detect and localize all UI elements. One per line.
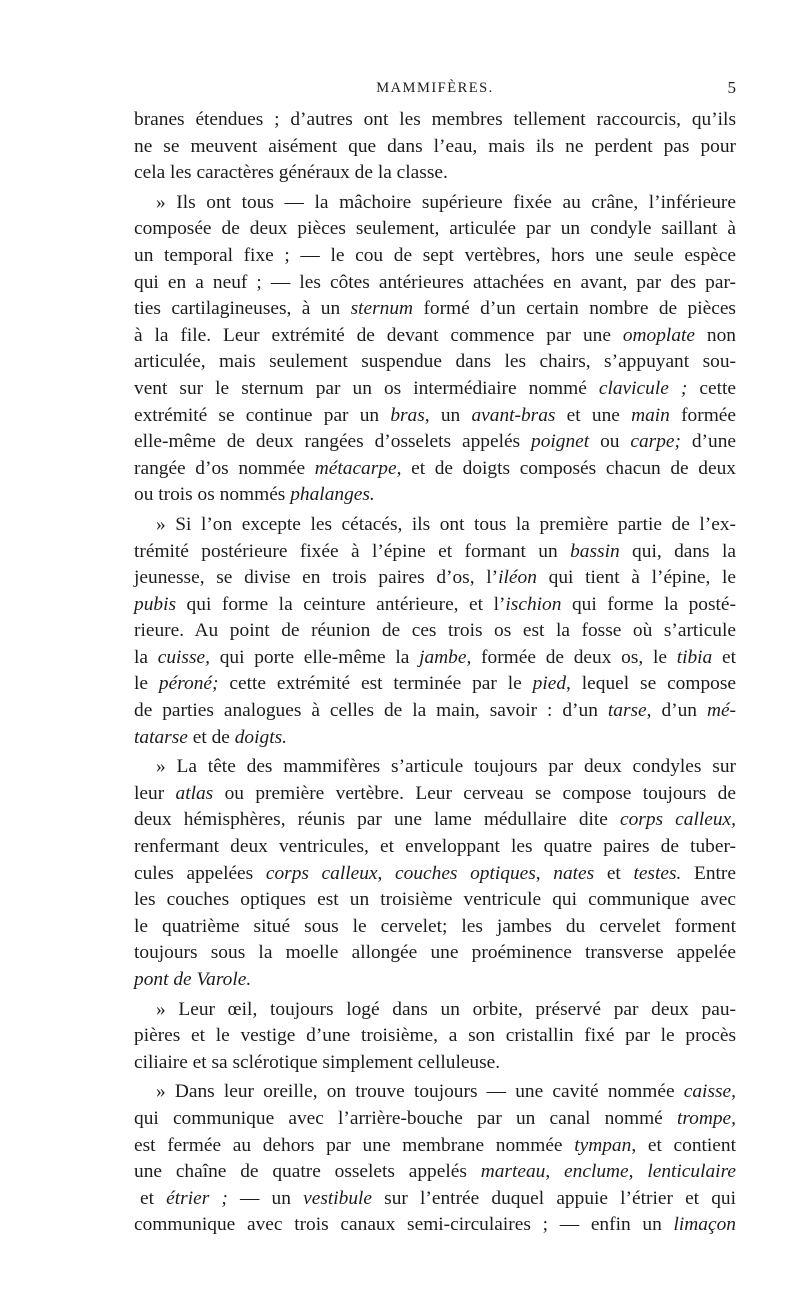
text-run: qui forme la ceinture antérieure, et l’ <box>176 593 506 615</box>
italic-term: carpe; <box>630 431 681 453</box>
text-run: » Ils ont tous — la mâchoire supérieure fixée au crâne, l’inférieure <box>156 191 736 213</box>
italic-term: caisse <box>683 1081 732 1103</box>
text-run: toujours sous la moelle allongée une proéminence transverse appelée <box>134 942 736 964</box>
text-run: et une <box>555 404 632 426</box>
text-run: , <box>628 1161 648 1183</box>
text-run: composée de deux pièces seulement, articulée par un condyle saillant à <box>134 218 736 240</box>
text-run: et <box>594 862 634 884</box>
italic-term: mé- <box>706 700 737 722</box>
text-run: rieure. Au point de réunion de ces trois os est la fosse où s’articule <box>134 620 736 642</box>
text-line <box>134 645 736 672</box>
text-line <box>134 940 736 967</box>
text-run: à la file. Leur extrémité de devant commence par une <box>134 324 623 346</box>
text-run: ou trois os nommés <box>134 484 291 506</box>
text-run: de parties analogues à celles de la main, savoir : d’un <box>134 700 608 722</box>
italic-term: tarse <box>607 700 647 722</box>
italic-term: pubis <box>134 593 177 615</box>
text-run: leur <box>134 782 176 804</box>
italic-term: péroné; <box>158 673 219 695</box>
text-run: formée <box>669 404 736 426</box>
italic-term: clavicule ; <box>598 377 688 399</box>
text-line <box>134 134 736 161</box>
text-line <box>134 565 736 592</box>
text-run: ciliaire et sa sclérotique simplement celluleuse. <box>134 1051 501 1073</box>
text-line <box>134 190 736 217</box>
text-run: un temporal fixe ; — le cou de sept vertèbres, hors une seule espèce <box>134 244 736 266</box>
text-run: , un <box>424 404 472 426</box>
italic-term: phalanges. <box>290 484 375 506</box>
italic-term: jambe, <box>419 646 472 668</box>
text-line <box>134 671 736 698</box>
italic-term: cuisse, <box>157 646 210 668</box>
text-line <box>134 754 736 781</box>
text-run: rangée d’os nommée <box>134 457 315 479</box>
text-run: non <box>695 324 737 346</box>
italic-term: ischion <box>505 593 562 615</box>
italic-term: trompe, <box>676 1107 736 1129</box>
text-run: » Leur œil, toujours logé dans un orbite, préservé par deux pau- <box>156 998 736 1020</box>
italic-term: tympan <box>574 1134 632 1156</box>
text-run: Entre <box>681 862 736 884</box>
text-line <box>134 216 736 243</box>
text-run: communique avec trois canaux semi-circulaires ; — enfin un <box>134 1214 674 1236</box>
italic-term: enclume <box>564 1161 629 1183</box>
text-run: le <box>134 673 159 695</box>
italic-term: iléon <box>498 567 537 589</box>
text-run: vent sur le sternum par un os intermédiaire nommé <box>134 377 599 399</box>
text-run: renfermant deux ventricules, et enveloppant les quatre paires de tuber- <box>134 836 736 858</box>
text-line <box>134 539 736 566</box>
text-run: » La tête des mammifères s’articule toujours par deux condyles sur <box>156 756 736 778</box>
text-line <box>134 834 736 861</box>
text-line <box>134 1050 736 1077</box>
italic-term: bras <box>390 404 425 426</box>
text-line <box>134 456 736 483</box>
italic-term: pied <box>532 673 567 695</box>
italic-term: tibia <box>676 646 713 668</box>
text-line <box>134 296 736 323</box>
text-run: , <box>731 1081 736 1103</box>
text-line <box>134 1023 736 1050</box>
text-run: la <box>134 646 158 668</box>
text-run: formée de deux os, le <box>471 646 677 668</box>
text-run: , et de doigts composés chacun de deux <box>396 457 736 479</box>
text-line <box>134 107 736 134</box>
italic-term: omoplate <box>622 324 696 346</box>
text-run: deux hémisphères, réunis par une lame médullaire dite <box>134 809 620 831</box>
text-run: les couches optiques est un troisième ventricule qui communique avec <box>134 889 736 911</box>
text-line <box>134 1159 736 1186</box>
text-run: d’une <box>680 431 737 453</box>
text-line <box>134 376 736 403</box>
text-run: , et contient <box>631 1134 736 1156</box>
text-run: , <box>377 862 396 884</box>
italic-term: lenticulaire <box>647 1161 736 1183</box>
text-line <box>134 1079 736 1106</box>
text-run: qui tient à l’épine, le <box>536 567 736 589</box>
text-run: qui communique avec l’arrière-bouche par un canal nommé <box>134 1107 677 1129</box>
text-line <box>134 914 736 941</box>
text-line <box>134 967 736 994</box>
text-line <box>134 323 736 350</box>
text-run: extrémité se continue par un <box>134 404 391 426</box>
page-number: 5 <box>727 78 736 97</box>
text-run: qui, dans la <box>619 540 736 562</box>
text-line <box>134 861 736 888</box>
text-line <box>134 160 736 187</box>
text-run: » Si l’on excepte les cétacés, ils ont tous la première partie de l’ex- <box>156 513 736 535</box>
text-line <box>134 725 736 752</box>
italic-term: main <box>631 404 670 426</box>
italic-term: poignet <box>531 431 590 453</box>
text-run: cette extrémité est terminée par le <box>218 673 533 695</box>
text-run: le quatrième situé sous le cervelet; les jambes du cervelet forment <box>134 915 736 937</box>
text-run: elle-même de deux rangées d’osselets appelés <box>134 431 531 453</box>
text-line <box>134 887 736 914</box>
text-run: pières et le vestige d’une troisième, a son cristallin fixé par le procès <box>134 1025 736 1047</box>
italic-term: nates <box>553 862 595 884</box>
text-run: jeunesse, se divise en trois paires d’os, l’ <box>134 567 499 589</box>
text-run: — un <box>227 1187 304 1209</box>
text-run: cules appelées <box>134 862 266 884</box>
text-line <box>134 429 736 456</box>
text-run: trémité postérieure fixée à l’épine et formant un <box>134 540 571 562</box>
text-line <box>134 403 736 430</box>
text-line <box>134 1133 736 1160</box>
text-run: cette <box>687 377 736 399</box>
italic-term: vestibule <box>303 1187 373 1209</box>
text-run: qui porte elle-même la <box>209 646 420 668</box>
text-line <box>134 698 736 725</box>
text-line <box>134 807 736 834</box>
text-run: branes étendues ; d’autres ont les membres tellement raccourcis, qu’ils <box>134 109 736 130</box>
body-text <box>134 107 736 1239</box>
text-run: cela les caractères généraux de la classe. <box>134 162 448 184</box>
italic-term: métacarpe <box>314 457 397 479</box>
text-run: et <box>712 646 736 668</box>
italic-term: étrier ; <box>166 1187 228 1209</box>
text-run: une chaîne de quatre osselets appelés <box>134 1161 481 1183</box>
italic-term: bassin <box>570 540 620 562</box>
text-run: est fermée au dehors par une membrane nommée <box>134 1134 575 1156</box>
text-run: articulée, mais seulement suspendue dans les chairs, s’appuyant sou- <box>134 351 736 373</box>
text-line <box>134 781 736 808</box>
text-run: qui forme la posté- <box>561 593 736 615</box>
text-run: et <box>140 1187 167 1209</box>
text-run: ties cartilagineuses, à un <box>134 298 351 320</box>
text-line <box>134 512 736 539</box>
text-run: qui en a neuf ; — les côtes antérieures attachées en avant, par des par- <box>134 271 736 293</box>
text-line <box>134 243 736 270</box>
text-run: ne se meuvent aisément que dans l’eau, mais ils ne perdent pas pour <box>134 135 736 157</box>
text-run: » Dans leur oreille, on trouve toujours — une cavité nommée <box>156 1081 684 1103</box>
text-run: , <box>545 1161 565 1183</box>
italic-term: tatarse <box>134 726 188 748</box>
text-line <box>134 482 736 509</box>
text-line <box>134 1212 736 1239</box>
italic-term: testes. <box>633 862 682 884</box>
text-line <box>134 1186 736 1213</box>
text-run: ou première vertèbre. Leur cerveau se compose toujours de <box>213 782 736 804</box>
text-run: sur l’entrée duquel appuie l’étrier et qui <box>372 1187 736 1209</box>
italic-term: avant-bras <box>471 404 556 426</box>
italic-term: doigts. <box>234 726 287 748</box>
text-line <box>134 618 736 645</box>
text-line <box>134 349 736 376</box>
text-run: et de <box>187 726 235 748</box>
text-run: formé d’un certain nombre de pièces <box>413 298 736 320</box>
text-line <box>134 592 736 619</box>
text-line <box>134 270 736 297</box>
italic-term: marteau <box>480 1161 546 1183</box>
page-header <box>134 80 736 102</box>
running-title: MAMMIFÈRES. <box>376 80 494 96</box>
italic-term: limaçon <box>673 1214 736 1236</box>
italic-term: atlas <box>175 782 214 804</box>
italic-term: corps calleux, <box>619 809 736 831</box>
italic-term: corps calleux <box>265 862 378 884</box>
text-run: , d’un <box>646 700 707 722</box>
text-run: , <box>535 862 554 884</box>
text-line <box>134 997 736 1024</box>
italic-term: couches optiques <box>395 862 536 884</box>
italic-term: sternum <box>350 298 414 320</box>
italic-term: pont de Varole. <box>134 969 252 990</box>
text-run: , lequel se compose <box>566 673 736 695</box>
text-run: ou <box>589 431 631 453</box>
text-line <box>134 1106 736 1133</box>
